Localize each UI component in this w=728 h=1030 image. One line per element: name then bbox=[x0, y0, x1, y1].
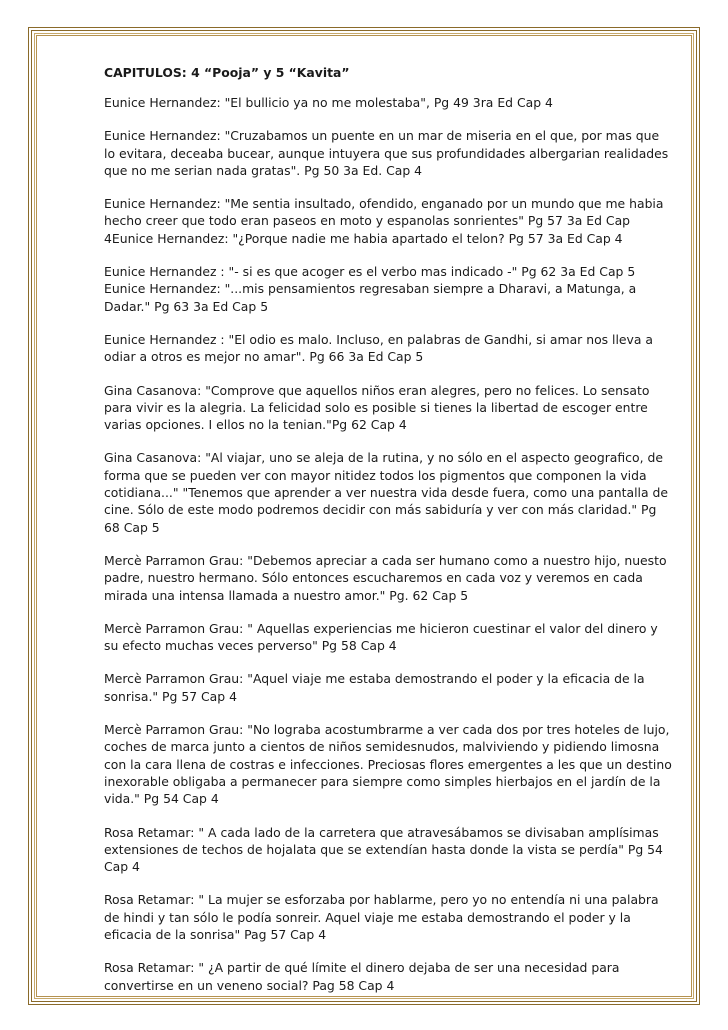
quote-line: eficacia de la sonrisa" Pag 57 Cap 4 bbox=[104, 926, 327, 942]
quote-line: Eunice Hernandez : "El odio es malo. Incluso, en palabras de Gandhi, si amar nos lleva a bbox=[104, 331, 654, 347]
quote-line: Cap 4 bbox=[104, 859, 140, 875]
quote-line: hecho creer que todo eran paseos en moto y espanolas sonrientes" Pg 57 3a Ed Cap bbox=[104, 213, 631, 229]
quote-paragraph bbox=[104, 552, 667, 604]
quote-line: coches de marca junto a cientos de niños semidesnudos, malviviendo y pidiendo limosna bbox=[104, 739, 660, 755]
quote-line: Rosa Retamar: " ¿A partir de qué límite el dinero dejaba de ser una necesidad para bbox=[104, 960, 620, 976]
quote-line: extensiones de techos de hojalata que se extendían hasta donde la vista se perdía" Pg 54 bbox=[104, 841, 663, 857]
quote-line: para vivir es la alegria. La felicidad solo es posible si tienes la libertad de escoger entre bbox=[104, 399, 648, 415]
quote-line: 68 Cap 5 bbox=[104, 519, 160, 535]
quote-line: vida." Pg 54 Cap 4 bbox=[104, 791, 219, 807]
quote-paragraph bbox=[104, 382, 650, 434]
quote-paragraph bbox=[104, 721, 672, 807]
quote-line: Mercè Parramon Grau: "Debemos apreciar a cada ser humano como a nuestro hijo, nuesto bbox=[104, 552, 667, 568]
quote-paragraph bbox=[104, 891, 659, 943]
quote-paragraph bbox=[104, 263, 637, 315]
quote-paragraph bbox=[104, 670, 645, 705]
quote-paragraph bbox=[104, 449, 668, 535]
quote-line: padre, nuestro hermano. Sólo entonces escucharemos en cada voz y veremos en cada bbox=[104, 570, 643, 586]
quote-line: Gina Casanova: "Comprove que aquellos niños eran alegres, pero no felices. Lo sensato bbox=[104, 382, 650, 398]
quote-line: varias opciones. I ellos no la tenian."Pg 62 Cap 4 bbox=[104, 417, 407, 433]
quote-line: odiar a otros es mejor no amar". Pg 66 3a Ed Cap 5 bbox=[104, 349, 424, 365]
quote-line: que no me serian nada gratas". Pg 50 3a Ed. Cap 4 bbox=[104, 162, 423, 178]
quote-line: mirada una intensa llamada a nuestro amor." Pg. 62 Cap 5 bbox=[104, 587, 469, 603]
quote-line: de hindi y tan sólo le podía sonreir. Aquel viaje me estaba demostrando el poder y la bbox=[104, 909, 631, 925]
quote-paragraph bbox=[104, 331, 654, 366]
quote-line: Gina Casanova: "Al viajar, uno se aleja de la rutina, y no sólo en el aspecto geografico, de bbox=[104, 450, 663, 466]
quote-line: Eunice Hernandez: "Cruzabamos un puente en un mar de miseria en el que, por mas que bbox=[104, 128, 660, 144]
quote-line: lo evitara, deceaba bucear, aunque intuyera que sus profundidades albergarian realidades bbox=[104, 145, 669, 161]
quote-paragraph bbox=[104, 94, 628, 111]
quote-line: Rosa Retamar: " A cada lado de la carretera que atravesábamos se divisaban amplísimas bbox=[104, 824, 659, 840]
quote-paragraph bbox=[104, 959, 628, 994]
quote-line: con la cara llena de costras e infecciones. Preciosas flores emergentes a les que un destino bbox=[104, 756, 672, 772]
quote-line: 4Eunice Hernandez: "¿Porque nadie me habia apartado el telon? Pg 57 3a Ed Cap 4 bbox=[104, 230, 623, 246]
quote-line: Dadar." Pg 63 3a Ed Cap 5 bbox=[104, 298, 269, 314]
quote-list bbox=[104, 94, 672, 994]
quote-line: forma que se pueden ver con mayor nitidez todos los pigmentos que componen la vida bbox=[104, 467, 647, 483]
quote-line: cine. Sólo de este modo podremos decidir con más sabiduría y ver con más claridad." Pg bbox=[104, 502, 657, 518]
quote-paragraph bbox=[104, 620, 658, 655]
quote-line: cotidiana..." "Tenemos que aprender a ver nuestra vida desde fuera, como una pantalla de bbox=[104, 485, 668, 501]
document-heading: CAPITULOS: 4 “Pooja” y 5 “Kavita” bbox=[104, 65, 350, 80]
quote-line: Eunice Hernandez: "...mis pensamientos regresaban siempre a Dharavi, a Matunga, a bbox=[104, 281, 637, 297]
quote-line: inexorable obligaba a permanecer para siempre como simples hierbajos en el jardín de la bbox=[104, 773, 661, 789]
quote-line: Mercè Parramon Grau: "No lograba acostumbrarme a ver cada dos por tres hoteles de lujo, bbox=[104, 722, 670, 738]
quote-line: Eunice Hernandez: "Me sentia insultado, ofendido, enganado por un mundo que me habia bbox=[104, 196, 664, 212]
quote-paragraph bbox=[104, 824, 663, 876]
quote-paragraph bbox=[104, 127, 669, 179]
quote-line: sonrisa." Pg 57 Cap 4 bbox=[104, 688, 237, 704]
document-body bbox=[104, 64, 672, 1010]
quote-line: su efecto muchas veces perverso" Pg 58 Cap 4 bbox=[104, 638, 397, 654]
quote-line: Rosa Retamar: " La mujer se esforzaba por hablarme, pero yo no entendía ni una palabra bbox=[104, 892, 659, 908]
quote-paragraph bbox=[104, 195, 664, 247]
quote-line: Eunice Hernandez : "- si es que acoger es el verbo mas indicado -" Pg 62 3a Ed Cap 5 bbox=[104, 264, 636, 280]
quote-line: Mercè Parramon Grau: " Aquellas experiencias me hicieron cuestinar el valor del dinero y bbox=[104, 620, 658, 636]
quote-line: convertirse en un veneno social? Pag 58 Cap 4 bbox=[104, 977, 395, 993]
quote-line: Mercè Parramon Grau: "Aquel viaje me estaba demostrando el poder y la eficacia de la bbox=[104, 671, 645, 687]
quote-line: Eunice Hernandez: "El bullicio ya no me molestaba", Pg 49 3ra Ed Cap 4 bbox=[104, 95, 553, 110]
